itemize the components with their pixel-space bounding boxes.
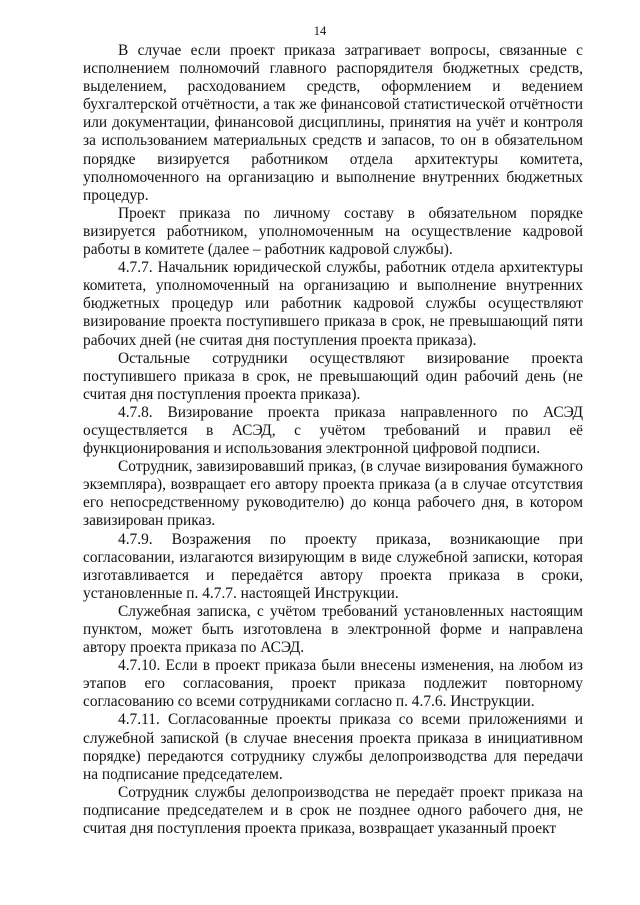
document-body: [83, 42, 583, 838]
paragraph-4-7-8: 4.7.8. Визирование проекта приказа направленного по АСЭД осуществляется в АСЭД, с учётом требований и правил её функционирования и использования электронной цифровой подписи.: [83, 403, 583, 458]
paragraph-4-7-11: 4.7.11. Согласованные проекты приказа со всеми приложениями и служебной запиской (в случае внесения проекта приказа в инициативном порядке) передаются сотруднику службы делопроизводства для передачи на подписание председателем.: [83, 711, 583, 783]
paragraph-4-7-11-clerk: Сотрудник службы делопроизводства не передаёт проект приказа на подписание председателем и в срок не позднее одного рабочего дня, не считая дня поступления проекта приказа, возвращает указанный проект: [83, 783, 583, 838]
paragraph-1: В случае если проект приказа затрагивает вопросы, связанные с исполнением полномочий главного распорядителя бюджетных средств, выделением, расходованием средств, оформлением и ведением бухгалтерской отчётности, а так же финансовой статистической отчётности или документации, финансовой дисциплины, принятия на учёт и контроля за использованием материальных средств и запасов, то он в обязательном порядке визируется работником отдела архитектуры комитета, уполномоченного на организацию и выполнение внутренних бюджетных процедур.: [83, 42, 583, 204]
paragraph-2: Проект приказа по личному составу в обязательном порядке визируется работником, уполномоченным на осуществление кадровой работы в комитете (далее – работник кадровой службы).: [83, 204, 583, 259]
paragraph-4-7-10: 4.7.10. Если в проект приказа были внесены изменения, на любом из этапов его согласования, проект приказа подлежит повторному согласованию со всеми сотрудниками согласно п. 4.7.6. Инструкции.: [83, 657, 583, 711]
paragraph-4-7-9-memo: Служебная записка, с учётом требований установленных настоящим пунктом, может быть изготовлена в электронной форме и направлена автору проекта приказа по АСЭД.: [83, 602, 583, 657]
paragraph-4-7-7-others: Остальные сотрудники осуществляют визирование проекта поступившего приказа в срок, не превышающий один рабочий день (не считая дня поступления проекта приказа).: [83, 349, 583, 403]
paragraph-4-7-9: 4.7.9. Возражения по проекту приказа, возникающие при согласовании, излагаются визирующим в виде служебной записки, которая изготавливается и передаётся автору проекта приказа в сроки, установленные п. 4.7.7. настоящей Инструкции.: [83, 530, 583, 602]
paragraph-4-7-8-paper: Сотрудник, завизировавший приказ, (в случае визирования бумажного экземпляра), возвращает его автору проекта приказа (а в случае отсутствия его непосредственному руководителю) до конца рабочего дня, в котором завизирован приказ.: [83, 458, 583, 530]
page-number: 14: [313, 24, 327, 38]
paragraph-4-7-7: 4.7.7. Начальник юридической службы, работник отдела архитектуры комитета, уполномоченный на организацию и выполнение внутренних бюджетных процедур или работник кадровой службы осуществляют визирование проекта поступившего приказа в срок, не превышающий пяти рабочих дней (не считая дня поступления проекта приказа).: [83, 259, 583, 349]
